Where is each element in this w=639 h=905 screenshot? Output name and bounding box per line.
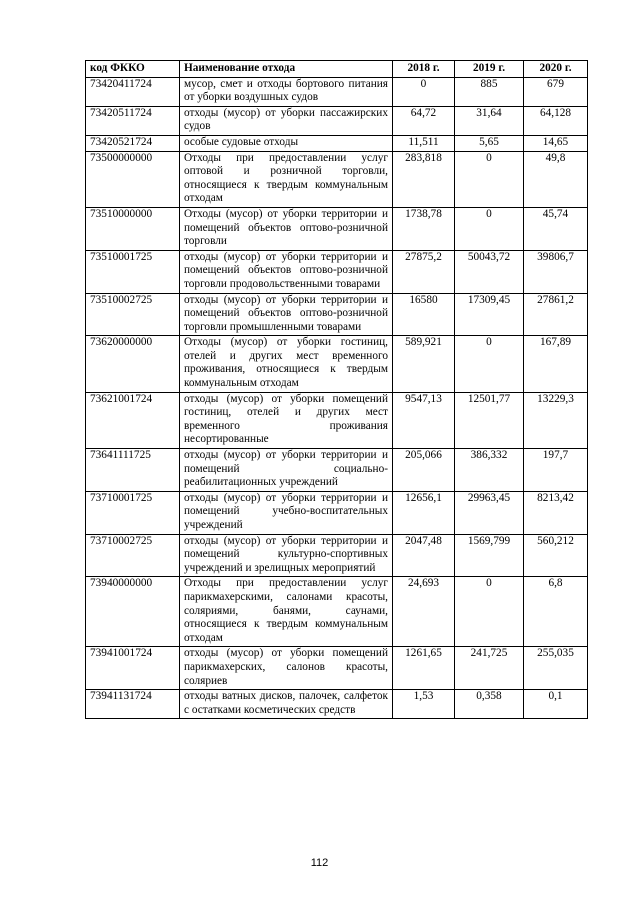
- cell-code: 73510001725: [86, 250, 180, 293]
- header-2020: 2020 г.: [524, 61, 588, 78]
- cell-2018: 24,693: [393, 577, 455, 647]
- table-header-row: [86, 61, 588, 78]
- cell-2020: 0,1: [524, 690, 588, 719]
- cell-2018: 16580: [393, 293, 455, 336]
- cell-2018: 283,818: [393, 151, 455, 207]
- cell-2018: 64,72: [393, 106, 455, 135]
- cell-code: 73510002725: [86, 293, 180, 336]
- cell-2020: 167,89: [524, 336, 588, 392]
- cell-2020: 49,8: [524, 151, 588, 207]
- cell-2019: 0: [455, 577, 524, 647]
- cell-code: 73941001724: [86, 647, 180, 690]
- cell-code: 73941131724: [86, 690, 180, 719]
- table-row: [86, 491, 588, 534]
- cell-code: 73710001725: [86, 491, 180, 534]
- cell-code: 73500000000: [86, 151, 180, 207]
- cell-2019: 241,725: [455, 647, 524, 690]
- header-2019: 2019 г.: [455, 61, 524, 78]
- cell-code: 73420511724: [86, 106, 180, 135]
- cell-2020: 8213,42: [524, 491, 588, 534]
- cell-2019: 1569,799: [455, 534, 524, 577]
- table-row: [86, 250, 588, 293]
- cell-code: 73420411724: [86, 77, 180, 106]
- cell-name: Отходы (мусор) от уборки гостиниц, отелей и других мест временного проживания, относящиеся к твердым коммунальным отходам: [180, 336, 393, 392]
- table-row: [86, 106, 588, 135]
- cell-code: 73510000000: [86, 207, 180, 250]
- header-name: Наименование отхода: [180, 61, 393, 78]
- cell-2019: 386,332: [455, 449, 524, 492]
- cell-2019: 50043,72: [455, 250, 524, 293]
- cell-2018: 589,921: [393, 336, 455, 392]
- cell-2018: 12656,1: [393, 491, 455, 534]
- cell-2020: 13229,3: [524, 392, 588, 448]
- cell-code: 73710002725: [86, 534, 180, 577]
- cell-2020: 39806,7: [524, 250, 588, 293]
- cell-code: 73420521724: [86, 135, 180, 151]
- cell-2019: 0: [455, 336, 524, 392]
- cell-2020: 255,035: [524, 647, 588, 690]
- cell-2019: 0,358: [455, 690, 524, 719]
- cell-name: мусор, смет и отходы бортового питания от уборки воздушных судов: [180, 77, 393, 106]
- cell-2020: 14,65: [524, 135, 588, 151]
- cell-code: 73940000000: [86, 577, 180, 647]
- cell-2018: 27875,2: [393, 250, 455, 293]
- page-number: 112: [310, 857, 329, 869]
- cell-2019: 885: [455, 77, 524, 106]
- cell-name: Отходы при предоставлении услуг оптовой и розничной торговли, относящиеся к твердым коммунальным отходам: [180, 151, 393, 207]
- cell-2020: 64,128: [524, 106, 588, 135]
- table-row: [86, 392, 588, 448]
- table-row: [86, 77, 588, 106]
- table-row: [86, 135, 588, 151]
- cell-2019: 5,65: [455, 135, 524, 151]
- cell-name: отходы (мусор) от уборки помещений гостиниц, отелей и других мест временного проживания несортированные: [180, 392, 393, 448]
- cell-2020: 45,74: [524, 207, 588, 250]
- cell-code: 73621001724: [86, 392, 180, 448]
- table-row: [86, 207, 588, 250]
- table-row: [86, 449, 588, 492]
- cell-2018: 1,53: [393, 690, 455, 719]
- cell-2020: 560,212: [524, 534, 588, 577]
- cell-2018: 1261,65: [393, 647, 455, 690]
- cell-name: отходы (мусор) от уборки пассажирских судов: [180, 106, 393, 135]
- table-row: [86, 336, 588, 392]
- cell-2018: 0: [393, 77, 455, 106]
- table-row: [86, 293, 588, 336]
- cell-2018: 205,066: [393, 449, 455, 492]
- cell-code: 73641111725: [86, 449, 180, 492]
- cell-2020: 197,7: [524, 449, 588, 492]
- cell-name: Отходы при предоставлении услуг парикмахерскими, салонами красоты, соляриями, банями, саунами, относящиеся к твердым коммунальным отходам: [180, 577, 393, 647]
- cell-name: отходы (мусор) от уборки помещений парикмахерских, салонов красоты, соляриев: [180, 647, 393, 690]
- cell-name: отходы (мусор) от уборки территории и помещений учебно-воспитательных учреждений: [180, 491, 393, 534]
- cell-2019: 29963,45: [455, 491, 524, 534]
- cell-2019: 12501,77: [455, 392, 524, 448]
- cell-2020: 679: [524, 77, 588, 106]
- table-row: [86, 647, 588, 690]
- table-body: [86, 77, 588, 719]
- cell-2019: 31,64: [455, 106, 524, 135]
- cell-name: отходы (мусор) от уборки территории и помещений социально-реабилитационных учреждений: [180, 449, 393, 492]
- cell-2019: 0: [455, 207, 524, 250]
- waste-table: [85, 60, 588, 719]
- table-row: [86, 690, 588, 719]
- table-row: [86, 534, 588, 577]
- cell-2018: 1738,78: [393, 207, 455, 250]
- cell-2019: 0: [455, 151, 524, 207]
- cell-name: Отходы (мусор) от уборки территории и помещений объектов оптово-розничной торговли: [180, 207, 393, 250]
- cell-code: 73620000000: [86, 336, 180, 392]
- cell-name: отходы ватных дисков, палочек, салфеток с остатками косметических средств: [180, 690, 393, 719]
- cell-name: отходы (мусор) от уборки территории и помещений культурно-спортивных учреждений и зрелищных мероприятий: [180, 534, 393, 577]
- cell-name: отходы (мусор) от уборки территории и помещений объектов оптово-розничной торговли продовольственными товарами: [180, 250, 393, 293]
- header-2018: 2018 г.: [393, 61, 455, 78]
- cell-2019: 17309,45: [455, 293, 524, 336]
- cell-2018: 9547,13: [393, 392, 455, 448]
- cell-2020: 27861,2: [524, 293, 588, 336]
- table-row: [86, 577, 588, 647]
- cell-name: особые судовые отходы: [180, 135, 393, 151]
- table-row: [86, 151, 588, 207]
- header-code: код ФККО: [86, 61, 180, 78]
- cell-2020: 6,8: [524, 577, 588, 647]
- cell-name: отходы (мусор) от уборки территории и помещений объектов оптово-розничной торговли промышленными товарами: [180, 293, 393, 336]
- cell-2018: 2047,48: [393, 534, 455, 577]
- cell-2018: 11,511: [393, 135, 455, 151]
